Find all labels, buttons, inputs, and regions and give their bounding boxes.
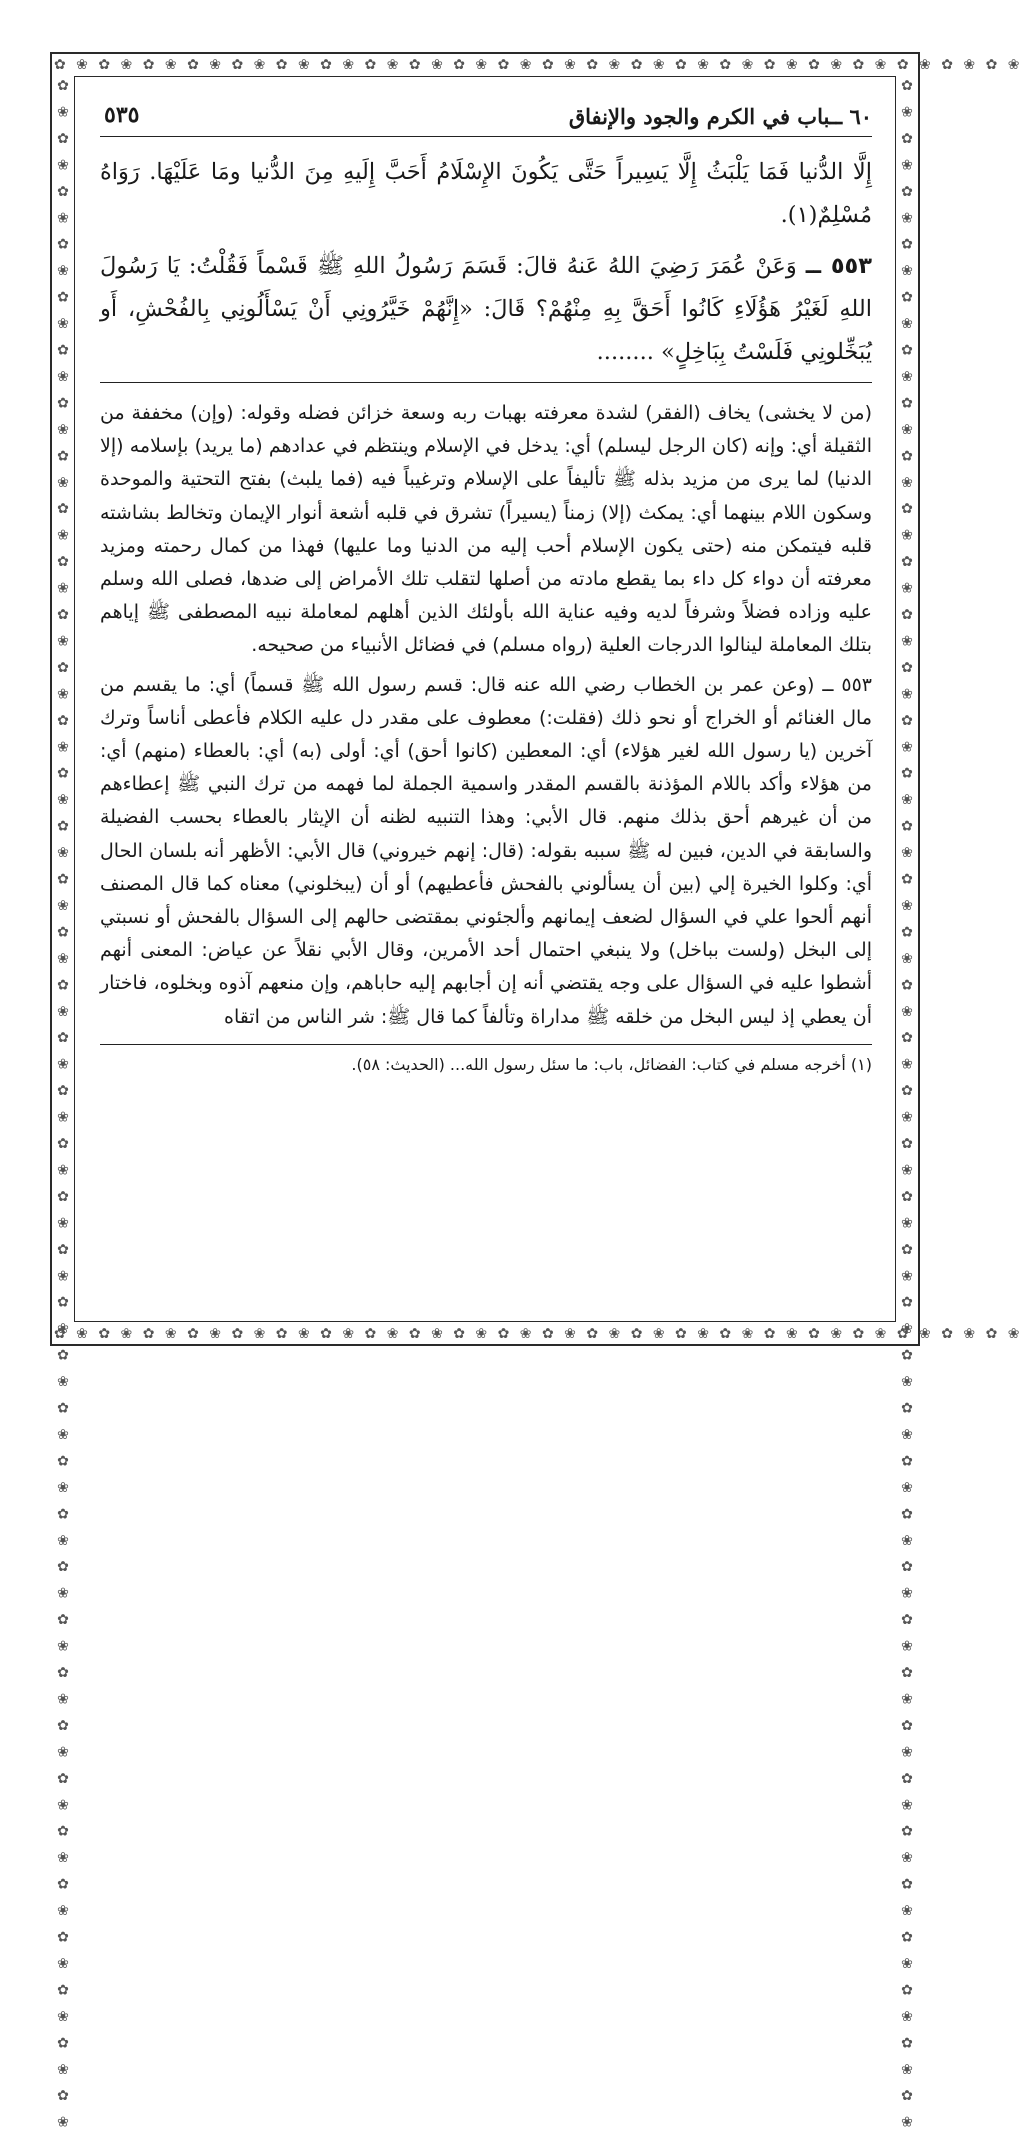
ornament-border-right: ✿ ❀ ✿ ❀ ✿ ❀ ✿ ❀ ✿ ❀ ✿ ❀ ✿ ❀ ✿ ❀ ✿ ❀ ✿ ❀ ✿ ❀ ✿ ❀ ✿ ❀ ✿ ❀ ✿ ❀ ✿ ❀ ✿ ❀ ✿ ❀ ✿ ❀ ✿ ❀ ✿ ❀ ✿ ❀ ✿ ❀ ✿ ❀ ✿ ❀ ✿ ❀ ✿ ❀ ✿ ❀ ✿ ❀ ✿ ❀ ✿ ❀ ✿ ❀ ✿ ❀ ✿ ❀ ✿ ❀ ✿ ❀ ✿ ❀ ✿ ❀ ✿ ❀ — [899, 78, 915, 2134]
footnote: (١) أخرجه مسلم في كتاب: الفضائل، باب: ما سئل رسول الله... (الحديث: ٥٨). — [351, 1054, 872, 1074]
hadith-text: وَعَنْ عُمَرَ رَضِيَ اللهُ عَنهُ قالَ: قَسَمَ رَسُولُ اللهِ ﷺ قَسْماً فَقُلْتُ: يَا رَسُولَ اللهِ لَغَيْرُ هَؤُلَاءِ كَانُوا أَحَقَّ بِهِ مِنْهُمْ؟ قَالَ: «إِنَّهُمْ خَيَّرُونِي أَنْ يَسْأَلُونِي بِالفُحْشِ، أَو يُبَخِّلونِي فَلَسْتُ بِبَاخِلٍ» — [100, 253, 872, 365]
ornament-border-top: ✿ ❀ ✿ ❀ ✿ ❀ ✿ ❀ ✿ ❀ ✿ ❀ ✿ ❀ ✿ ❀ ✿ ❀ ✿ ❀ ✿ ❀ ✿ ❀ ✿ ❀ ✿ ❀ ✿ ❀ ✿ ❀ ✿ ❀ ✿ ❀ ✿ ❀ ✿ ❀ ✿ ❀ ✿ ❀ — [54, 57, 1023, 73]
section-divider — [100, 382, 872, 383]
commentary-paragraph-1: (من لا يخشى) يخاف (الفقر) لشدة معرفته بهبات ربه وسعة خزائن فضله وقوله: (وإن) مخففة من الثقيلة أي: وإنه (كان الرجل ليسلم) أي: يدخل في الإسلام وينتظم في عدادهم (ما يريد) بإسلامه (إلا الدنيا) لما يرى من مزيد بذله ﷺ تأليفاً على الإسلام وترغيباً فيه (فما يلبث) بفتح التحتية والموحدة وسكون اللام بينهما أي: يمكث (إلا) زمناً (يسيراً) تشرق في قلبه أشعة أنوار الإيمان وتخالط بشاشته قلبه فيتمكن منه (حتى يكون الإسلام أحب إليه من الدنيا وما عليها) فهذا من كمال رحمته ومزيد معرفته أن دواء كل داء بما يقطع مادته من أصلها لتقلب تلك الأمراض إلى ضدها، فصلى الله وسلم عليه وزاده فضلاً وشرفاً لديه وفيه عناية الله بأولئك الذين أهلهم لمعاملة نبيه المصطفى ﷺ إياهم بتلك المعاملة لينالوا الدرجات العلية (رواه مسلم) في فضائل الأنبياء من صحيحه. — [100, 402, 872, 657]
hadith-number: ٥٥٣ ــ — [805, 253, 873, 279]
hadith-section — [100, 151, 872, 374]
page-header — [100, 90, 872, 137]
commentary-paragraph-2: ٥٥٣ ــ (وعن عمر بن الخطاب رضي الله عنه قال: قسم رسول الله ﷺ قسماً) أي: ما يقسم من مال الغنائم أو الخراج أو نحو ذلك (فقلت:) معطوف على مقدر دل عليه الكلام فأعطى أناساً وترك آخرين (يا رسول الله لغير هؤلاء) أي: المعطين (كانوا أحق) أي: أولى (به) أي: بالعطاء (منهم) أي: من هؤلاء وأكد باللام المؤذنة بالقسم المقدر واسمية الجملة لما فهمه من ترك النبي ﷺ إعطاءهم من أن غيرهم أحق بذلك منهم. قال الأبي: وهذا التنبيه لظنه أن الإيثار بالعطاء بحسب الفضيلة والسابقة في الدين، فبين له ﷺ سببه بقوله: (قال: إنهم خيروني) قال الأبي: الأظهر أنه بلسان الحال أي: وكلوا الخيرة إلي (بين أن يسألوني بالفحش فأعطيهم) أو أن (يبخلوني) معناه كما قال المصنف أنهم ألحوا علي في السؤال لضعف إيمانهم وألجئوني بمقتضى حالهم إلى السؤال بالفحش أو نسبتي إلى البخل (ولست بباخل) ولا ينبغي احتمال أحد الأمرين، وقال الأبي نقلاً عن عياض: المعنى أنهم أشطوا عليه في السؤال على وجه يقتضي أنه إن أجابهم إليه حاباهم، وإن منعهم آذوه وبخلوه، فاختار أن يعطي إذ ليس البخل من خلقه ﷺ مداراة وتألفاً كما قال ﷺ: شر الناس من اتقاه — [100, 673, 872, 1028]
chapter-title: ٦٠ ــباب في الكرم والجود والإنفاق — [568, 104, 872, 129]
ornament-border-left: ✿ ❀ ✿ ❀ ✿ ❀ ✿ ❀ ✿ ❀ ✿ ❀ ✿ ❀ ✿ ❀ ✿ ❀ ✿ ❀ ✿ ❀ ✿ ❀ ✿ ❀ ✿ ❀ ✿ ❀ ✿ ❀ ✿ ❀ ✿ ❀ ✿ ❀ ✿ ❀ ✿ ❀ ✿ ❀ ✿ ❀ ✿ ❀ ✿ ❀ ✿ ❀ ✿ ❀ ✿ ❀ ✿ ❀ ✿ ❀ ✿ ❀ ✿ ❀ ✿ ❀ ✿ ❀ ✿ ❀ ✿ ❀ ✿ ❀ ✿ ❀ ✿ ❀ — [55, 78, 71, 2134]
commentary-section — [100, 397, 872, 1034]
page-content — [100, 90, 872, 1310]
hadith-continuation: إِلَّا الدُّنيا فَمَا يَلْبَثُ إِلَّا يَسِيراً حَتَّى يَكُونَ الإِسْلَامُ أَحَبَّ إِلَيهِ مِنَ الدُّنيا ومَا عَلَيْهَا. رَوَاهُ مُسْلِمٌ(١). — [100, 159, 872, 228]
footnote-divider — [100, 1044, 872, 1045]
ornament-border-bottom: ✿ ❀ ✿ ❀ ✿ ❀ ✿ ❀ ✿ ❀ ✿ ❀ ✿ ❀ ✿ ❀ ✿ ❀ ✿ ❀ ✿ ❀ ✿ ❀ ✿ ❀ ✿ ❀ ✿ ❀ ✿ ❀ ✿ ❀ ✿ ❀ ✿ ❀ ✿ ❀ ✿ ❀ ✿ ❀ — [54, 1326, 1023, 1342]
page-number: ٥٣٥ — [104, 102, 140, 128]
hadith-dots: ........ — [596, 339, 654, 365]
hadith-553 — [100, 245, 872, 374]
